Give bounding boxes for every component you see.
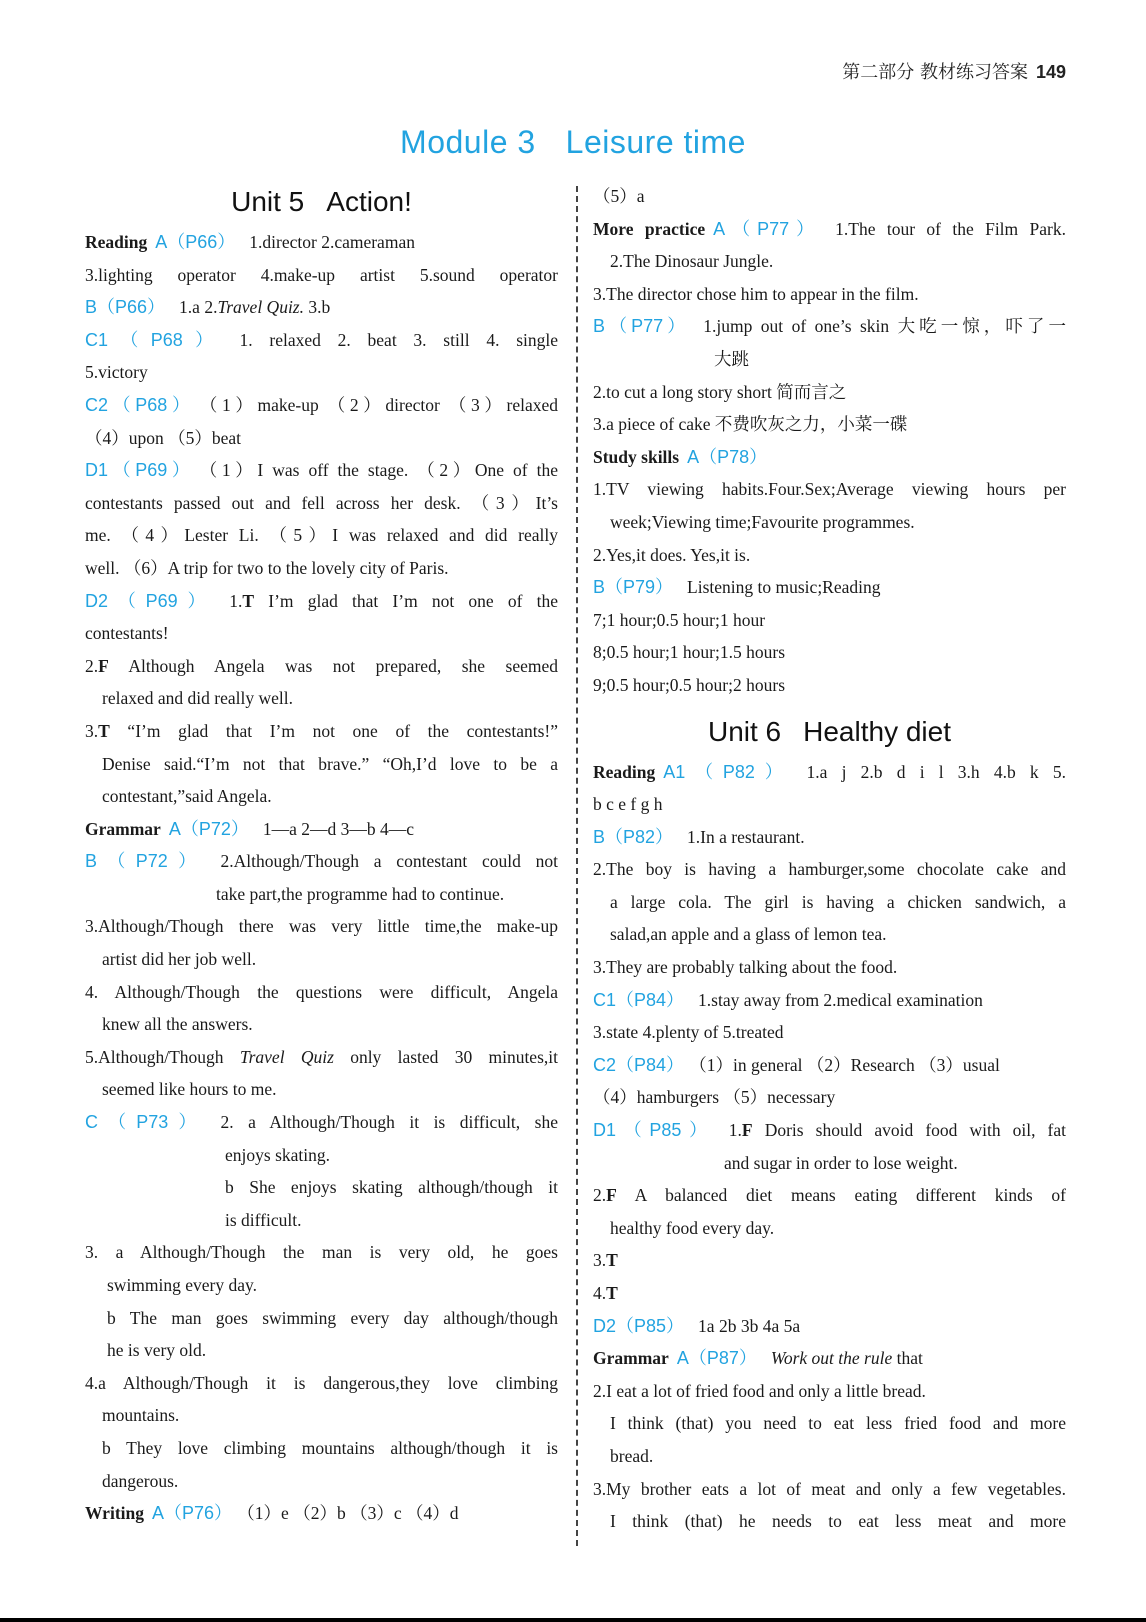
answer-line <box>85 1432 558 1465</box>
answer-text: 1.a j 2.b d i l 3.h 4.b k 5. <box>806 761 1066 782</box>
answer-line <box>593 310 1066 343</box>
page-ref: D1（P69） <box>85 460 195 481</box>
answer-text: is difficult. <box>225 1209 302 1230</box>
answer-line <box>593 539 1066 572</box>
page-header <box>842 58 1066 84</box>
answer-text: Travel Quiz <box>239 1046 334 1067</box>
answer-line <box>85 487 558 520</box>
answer-text: swimming every day. <box>107 1275 258 1295</box>
study-skills-label: Study skills <box>593 446 680 467</box>
answer-line <box>85 715 558 748</box>
answer-text: that <box>892 1348 923 1369</box>
section-title: 第二部分 教材练习答案 <box>842 62 1028 83</box>
answer-text: 7;1 hour;0.5 hour;1 hour <box>593 609 766 630</box>
answer-text: 8;0.5 hour;1 hour;1.5 hours <box>593 642 786 663</box>
answer-line <box>85 780 558 813</box>
answer-line <box>85 1367 558 1400</box>
answer-text: 3. <box>85 720 99 741</box>
answer-text: 3.My brother eats a lot of meat and only a few vegetables. <box>593 1478 1066 1499</box>
answer-line <box>593 951 1066 984</box>
answer-line <box>593 1179 1066 1212</box>
answer-line <box>593 571 1066 604</box>
module-name: Leisure time <box>565 124 746 160</box>
page-ref: A（P78） <box>687 446 768 467</box>
answer-text: A balanced diet means eating different kinds of <box>616 1185 1066 1206</box>
answer-line <box>593 853 1066 886</box>
answer-text: （5）a <box>593 186 645 206</box>
right-column <box>593 180 1066 1538</box>
answer-text: enjoys skating. <box>225 1144 330 1165</box>
answer-line <box>85 1497 558 1530</box>
answer-line <box>85 422 558 455</box>
unit5-name: Action! <box>326 186 412 217</box>
answer-line <box>85 976 558 1009</box>
answer-line <box>593 1440 1066 1473</box>
answer-line <box>85 845 558 878</box>
page-ref: C1（P68） <box>85 329 226 350</box>
answer-text: I’m glad that I’m not one of the <box>254 590 558 611</box>
answer-line <box>593 1473 1066 1506</box>
answer-line <box>593 1081 1066 1114</box>
answer-line <box>85 291 558 324</box>
answer-line <box>85 1171 558 1204</box>
answer-text: bread. <box>610 1445 654 1466</box>
page-ref: C1（P84） <box>593 989 685 1010</box>
answer-text: week;Viewing time;Favourite programmes. <box>610 511 915 532</box>
answer-text: （1）make-up （2）director （3）relaxed <box>208 394 558 415</box>
column-divider <box>576 186 578 1546</box>
answer-text: 3.The director chose him to appear in the film. <box>593 283 919 304</box>
answer-text: 1. <box>229 590 243 611</box>
answer-text: b c e f g h <box>593 794 663 815</box>
answer-line <box>85 943 558 976</box>
answer-text: contestants passed out and fell across her desk. （3）It’s <box>85 492 558 513</box>
answer-line <box>593 636 1066 669</box>
true-false-mark: T <box>606 1250 618 1271</box>
answer-line <box>85 617 558 650</box>
answer-line <box>593 669 1066 702</box>
answer-text: take part,the programme had to continue. <box>216 883 505 904</box>
true-false-mark: T <box>606 1283 618 1303</box>
page-ref: D2（P85） <box>593 1315 685 1336</box>
page-number: 149 <box>1035 62 1066 82</box>
true-false-mark: F <box>98 655 109 676</box>
answer-text: I think (that) you need to eat less fried food and more <box>610 1413 1066 1434</box>
answer-text: 2. <box>85 655 99 676</box>
answer-line <box>593 1407 1066 1440</box>
answer-text: dangerous. <box>102 1470 179 1491</box>
answer-text: 2.Yes,it does. Yes,it is. <box>593 544 751 565</box>
answer-text: a large cola. The girl is having a chicken sandwich, a <box>610 891 1066 912</box>
answer-text: 3. a Although/Though the man is very old, he goes <box>85 1242 558 1263</box>
module-number: Module 3 <box>400 124 536 160</box>
answer-line <box>593 343 1066 376</box>
answer-text: 1.TV viewing habits.Four.Sex;Average viewing hours per <box>593 479 1066 500</box>
answer-line <box>593 213 1066 246</box>
answer-text: well. （6）A trip for two to the lovely city of Paris. <box>85 557 449 578</box>
answer-line <box>593 473 1066 506</box>
answer-line <box>85 552 558 585</box>
answer-text: Listening to music;Reading <box>687 577 881 598</box>
answer-text: seemed like hours to me. <box>102 1079 277 1100</box>
page-ref: A（P77） <box>713 218 822 239</box>
unit6-title <box>593 708 1066 756</box>
answer-line <box>593 984 1066 1017</box>
answer-line <box>85 259 558 292</box>
answer-line <box>85 1302 558 1335</box>
answer-line <box>593 756 1066 789</box>
answer-text: 1. <box>728 1120 742 1141</box>
answer-text: artist did her job well. <box>102 949 257 970</box>
answer-text: 5.victory <box>85 362 148 383</box>
answer-line <box>593 1310 1066 1343</box>
answer-line <box>593 1277 1066 1310</box>
answer-text: contestants! <box>85 623 169 644</box>
answer-text: 9;0.5 hour;0.5 hour;2 hours <box>593 674 786 695</box>
answer-line <box>593 245 1066 278</box>
more-practice-label: More practice <box>593 218 706 239</box>
page-ref: B（P77） <box>593 316 690 337</box>
page-ref: A（P76） <box>152 1503 233 1524</box>
page-ref: D1（P85） <box>593 1120 715 1141</box>
answer-text: 3.b <box>304 297 331 318</box>
answer-text: 1.In a restaurant. <box>687 826 805 847</box>
answer-text: Although Angela was not prepared, she seemed <box>108 655 558 676</box>
answer-line <box>85 682 558 715</box>
answer-text: 大跳 <box>714 348 749 369</box>
answer-text: （4）upon （5）beat <box>85 427 242 448</box>
answer-text: 2.The boy is having a hamburger,some chocolate cake and <box>593 859 1066 880</box>
true-false-mark: F <box>606 1185 617 1206</box>
answer-line <box>593 788 1066 821</box>
page-ref: A（P66） <box>155 232 236 252</box>
answer-text: mountains. <box>102 1405 180 1426</box>
answer-text: 1a 2b 3b 4a 5a <box>698 1315 801 1336</box>
answer-text: b They love climbing mountains although/though it is <box>102 1437 558 1458</box>
answer-line <box>85 910 558 943</box>
page-ref: B（P82） <box>593 826 674 847</box>
answer-line <box>85 1139 558 1172</box>
answer-line <box>85 389 558 422</box>
unit6-name: Healthy diet <box>803 715 952 747</box>
answer-line <box>85 1204 558 1237</box>
answer-text: 2.I eat a lot of fried food and only a little bread. <box>593 1380 926 1401</box>
answer-line <box>85 1465 558 1498</box>
left-column <box>85 178 558 1530</box>
answer-line <box>593 1505 1066 1538</box>
answer-line <box>85 813 558 846</box>
grammar-label: Grammar <box>85 818 161 839</box>
answer-text: （1）in general （2）Research （3）usual <box>698 1054 1000 1075</box>
answer-line <box>85 324 558 357</box>
page-ref: C2（P68） <box>85 394 195 415</box>
answer-text: 4. Although/Though the questions were difficult, Angela <box>85 981 558 1002</box>
answer-line <box>593 376 1066 409</box>
page-ref: B（P79） <box>593 577 674 598</box>
answer-text: “I’m glad that I’m not one of the contestants!” <box>109 720 558 741</box>
answer-line <box>593 1016 1066 1049</box>
answer-line <box>593 278 1066 311</box>
page-ref: C（P73） <box>85 1112 207 1133</box>
answer-text: healthy food every day. <box>610 1217 775 1238</box>
answer-line <box>593 886 1066 919</box>
answer-text: he is very old. <box>107 1340 207 1361</box>
answer-text: 2.Although/Though a contestant could not <box>220 851 558 872</box>
answer-text: 3.lighting operator 4.make-up artist 5.sound operator <box>85 264 558 285</box>
reading-label: Reading <box>593 761 656 782</box>
answer-line <box>593 1212 1066 1245</box>
true-false-mark: T <box>98 720 110 741</box>
page-ref: D2（P69） <box>85 590 216 611</box>
answer-text: 3.They are probably talking about the food. <box>593 957 898 978</box>
unit5-number: Unit 5 <box>231 186 305 217</box>
answer-line <box>85 226 558 259</box>
answer-text: relaxed and did really well. <box>102 688 293 709</box>
true-false-mark: F <box>741 1120 753 1141</box>
answer-text: 1.a 2. <box>179 297 218 318</box>
answer-line <box>85 1269 558 1302</box>
answer-line <box>85 1236 558 1269</box>
page-ref: A（P72） <box>168 818 249 839</box>
answer-line <box>85 878 558 911</box>
answer-line <box>85 1041 558 1074</box>
answer-text: I think (that) he needs to eat less meat and more <box>610 1511 1066 1532</box>
answer-text: me. （4）Lester Li. （5）I was relaxed and did really <box>85 525 558 546</box>
answer-line <box>593 506 1066 539</box>
answer-line <box>85 748 558 781</box>
answer-line <box>85 650 558 683</box>
unit5-title <box>85 178 558 226</box>
answer-text: 3.a piece of cake 不费吹灰之力，小菜一碟 <box>593 414 908 435</box>
answer-text: 1.The tour of the Film Park. <box>835 218 1066 239</box>
answer-text: knew all the answers. <box>102 1014 253 1035</box>
answer-line <box>85 1106 558 1139</box>
module-title <box>0 124 1146 161</box>
answer-text: 2. a Although/Though it is difficult, she <box>220 1112 558 1133</box>
answer-text: 1.jump out of one’s skin 大吃一惊，吓了一 <box>703 316 1066 337</box>
answer-text: 2.The Dinosaur Jungle. <box>610 251 774 272</box>
page-ref: B（P72） <box>85 851 207 872</box>
answer-line <box>593 441 1066 474</box>
answer-line <box>593 604 1066 637</box>
answer-line <box>85 1399 558 1432</box>
answer-line <box>85 1073 558 1106</box>
answer-text: 2. <box>593 1185 607 1206</box>
answer-text: Doris should avoid food with oil, fat <box>752 1120 1066 1141</box>
answer-text: 4.a Although/Though it is dangerous,they love climbing <box>85 1372 558 1393</box>
answer-line <box>85 356 558 389</box>
answer-text: Denise said.“I’m not that brave.” “Oh,I’d love to be a <box>102 753 558 774</box>
answer-text: 3.Although/Though there was very little time,the make-up <box>85 916 558 937</box>
answer-text: salad,an apple and a glass of lemon tea. <box>610 924 887 945</box>
answer-line <box>85 585 558 618</box>
answer-text: （1）I was off the stage. （2）One of the <box>208 460 558 481</box>
answer-text: 2.to cut a long story short 简而言之 <box>593 381 847 402</box>
answer-text: Travel Quiz. <box>217 297 304 318</box>
answer-text: 1—a 2—d 3—b 4—c <box>262 818 415 839</box>
reading-label: Reading <box>85 232 148 252</box>
answer-text: 5.Although/Though <box>85 1046 240 1067</box>
answer-line <box>85 1008 558 1041</box>
answer-text: 4. <box>593 1283 607 1303</box>
answer-line <box>85 1334 558 1367</box>
answer-line <box>85 519 558 552</box>
answer-line <box>593 408 1066 441</box>
page-bottom-rule <box>0 1618 1146 1622</box>
answer-text: 1. relaxed 2. beat 3. still 4. single <box>239 329 558 350</box>
answer-line <box>593 1147 1066 1180</box>
answer-line <box>593 918 1066 951</box>
grammar-label: Grammar <box>593 1348 669 1369</box>
page-ref: A1（P82） <box>663 761 793 782</box>
answer-text: 3. <box>593 1250 607 1271</box>
answer-text: only lasted 30 minutes,it <box>333 1046 558 1067</box>
answer-line <box>593 1375 1066 1408</box>
answer-text: and sugar in order to lose weight. <box>724 1152 958 1173</box>
answer-line <box>593 1342 1066 1375</box>
answer-text: 3.state 4.plenty of 5.treated <box>593 1022 784 1043</box>
answer-line <box>85 454 558 487</box>
answer-line <box>593 180 1066 213</box>
answer-text: （1）e （2）b （3）c （4）d <box>246 1503 459 1524</box>
answer-line <box>593 1049 1066 1082</box>
page-ref: B（P66） <box>85 297 166 318</box>
answer-text: contestant,”said Angela. <box>102 786 272 807</box>
answer-text: 1.director 2.cameraman <box>249 232 415 252</box>
answer-text: b The man goes swimming every day although/though <box>107 1307 558 1328</box>
page-ref: A（P87） <box>676 1348 757 1369</box>
answer-text: Work out the rule <box>770 1348 893 1369</box>
answer-text: b She enjoys skating although/though it <box>225 1177 558 1198</box>
answer-line <box>593 1244 1066 1277</box>
answer-line <box>593 1114 1066 1147</box>
answer-text: 1.stay away from 2.medical examination <box>698 989 983 1010</box>
unit6-number: Unit 6 <box>707 715 782 747</box>
answer-line <box>593 821 1066 854</box>
answer-text: （4）hamburgers （5）necessary <box>593 1087 836 1108</box>
true-false-mark: T <box>242 590 255 611</box>
page-ref: C2（P84） <box>593 1054 685 1075</box>
writing-label: Writing <box>85 1503 144 1524</box>
